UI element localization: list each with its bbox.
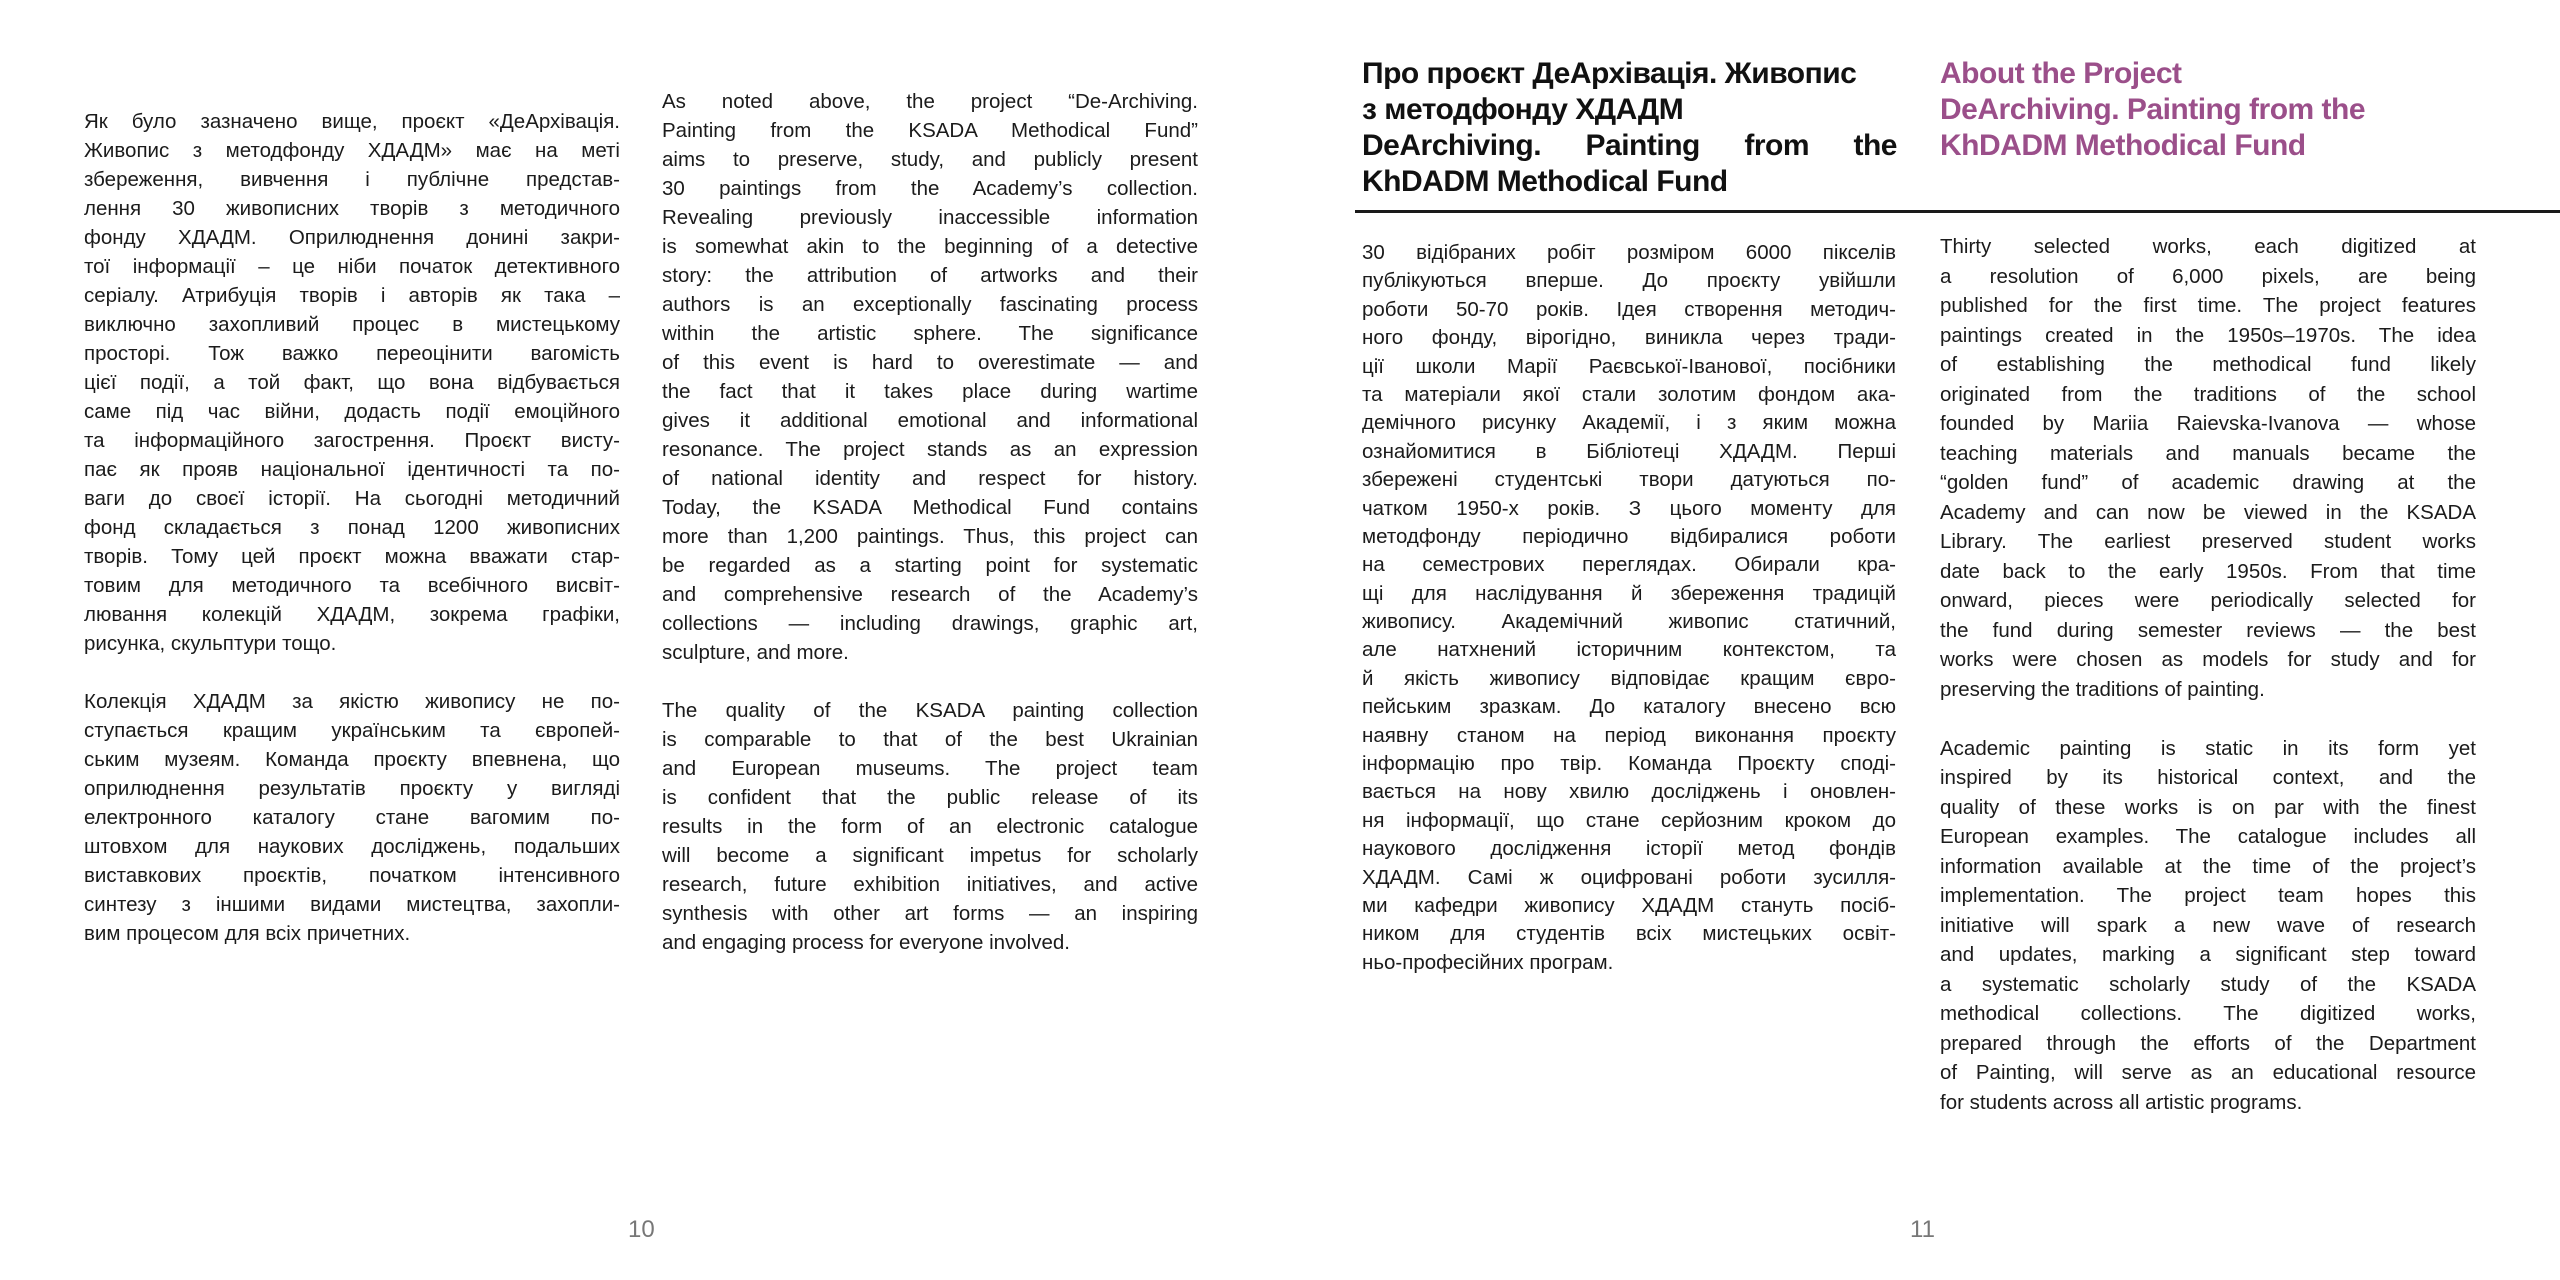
text-line: the fund during semester reviews — the best xyxy=(1940,618,2476,642)
text-line: teaching materials and manuals became the xyxy=(1940,441,2476,465)
paragraph xyxy=(84,107,620,658)
text-line: ня інформації, що стане серйозним кроком до xyxy=(1362,808,1896,832)
text-line: As noted above, the project “De-Archiving. xyxy=(662,90,1198,113)
text-line: й якість живопису відповідає кращим євро- xyxy=(1362,666,1896,690)
text-line: resonance. The project stands as an expression xyxy=(662,438,1198,461)
text-line: публікуються вперше. До проєкту увійшли xyxy=(1362,269,1896,293)
text-line: пає як прояв національної ідентичності та по- xyxy=(84,458,620,481)
text-line: ником для студентів всіх мистецьких освіт- xyxy=(1362,922,1896,946)
text-line: of establishing the methodical fund likely xyxy=(1940,353,2476,376)
text-line: ським музеям. Команда проєкту впевнена, що xyxy=(84,748,620,771)
text-line: a resolution of 6,000 pixels, are being xyxy=(1940,264,2476,288)
text-line: for students across all artistic programs. xyxy=(1940,1090,2303,1114)
text-line: методфонду періодично відбиралися роботи xyxy=(1362,524,1896,548)
text-line: of Painting, will serve as an educational resource xyxy=(1940,1061,2476,1084)
text-line: просторі. Тож важко переоцінити вагомість xyxy=(84,342,620,365)
text-line: preserving the traditions of painting. xyxy=(1940,677,2265,701)
text-line: та інформаційного загострення. Проєкт висту- xyxy=(84,429,620,452)
right-page-ukrainian-column xyxy=(1362,239,1896,977)
text-line: is somewhat akin to the beginning of a detective xyxy=(662,235,1198,258)
text-line: штовхом для наукових досліджень, подальших xyxy=(84,835,620,858)
text-line: results in the form of an electronic catalogue xyxy=(662,815,1198,838)
text-line: inspired by its historical context, and the xyxy=(1940,766,2476,789)
page-number-left: 10 xyxy=(628,1216,655,1243)
heading-line: DeArchiving. Painting from the xyxy=(1362,129,1897,162)
text-line: the fact that it takes place during wartime xyxy=(662,380,1198,403)
text-line: демічного рисунку Академії, і з яким можна xyxy=(1362,411,1896,435)
text-line: paintings created in the 1950s–1970s. The idea xyxy=(1940,323,2476,347)
left-page-ukrainian-column xyxy=(84,107,620,948)
text-line: наявну станом на період виконання проєкту xyxy=(1362,723,1896,747)
text-line: more than 1,200 paintings. Thus, this project can xyxy=(662,525,1198,548)
paragraph-gap xyxy=(1940,704,2476,734)
text-line: 30 paintings from the Academy’s collection. xyxy=(662,177,1198,200)
text-line: onward, pieces were periodically selected for xyxy=(1940,589,2476,612)
text-line: and engaging process for everyone involved. xyxy=(662,931,1070,954)
text-line: серіалу. Атрибуція творів і авторів як така – xyxy=(84,284,620,307)
text-line: of this event is hard to overestimate — and xyxy=(662,351,1198,374)
text-line: gives it additional emotional and informational xyxy=(662,409,1198,432)
text-line: ньо-професійних програм. xyxy=(1362,950,1614,974)
text-line: methodical collections. The digitized works, xyxy=(1940,1002,2476,1025)
text-line: founded by Mariia Raievska-Ivanova — whose xyxy=(1940,412,2476,435)
text-line: саме під час війни, додасть події емоційного xyxy=(84,400,620,423)
heading-line: About the Project xyxy=(1940,57,2182,90)
text-line: тої інформації – це ніби початок детективного xyxy=(84,255,620,278)
text-line: синтезу з іншими видами мистецтва, захопли- xyxy=(84,893,620,916)
text-line: will become a significant impetus for scholarly xyxy=(662,844,1198,867)
text-line: ступається кращим українським та європей- xyxy=(84,719,620,742)
right-page-english-column xyxy=(1940,232,2476,1117)
paragraph xyxy=(662,87,1198,667)
text-line: Painting from the KSADA Methodical Fund” xyxy=(662,119,1198,142)
text-line: вим процесом для всіх причетних. xyxy=(84,922,411,945)
text-line: ми кафедри живопису ХДАДМ стануть посіб- xyxy=(1362,893,1896,917)
heading-line: KhDADM Methodical Fund xyxy=(1362,165,1728,198)
paragraph xyxy=(1362,239,1896,977)
text-line: Живопис з методфонду ХДАДМ» має на меті xyxy=(84,139,620,162)
text-line: “golden fund” of academic drawing at the xyxy=(1940,471,2476,494)
paragraph-gap xyxy=(84,658,620,687)
paragraph-gap xyxy=(662,667,1198,696)
text-line: та матеріали якої стали золотим фондом ака- xyxy=(1362,382,1896,406)
text-line: collections — including drawings, graphic art, xyxy=(662,612,1198,635)
text-line: наукового дослідження історії метод фондів xyxy=(1362,837,1896,861)
text-line: date back to the early 1950s. From that time xyxy=(1940,559,2476,583)
text-line: information available at the time of the project’s xyxy=(1940,854,2476,878)
text-line: and comprehensive research of the Academy’s xyxy=(662,583,1198,606)
text-line: Колекція ХДАДМ за якістю живопису не по- xyxy=(84,690,620,713)
text-line: within the artistic sphere. The significance xyxy=(662,322,1198,345)
text-line: quality of these works is on par with the finest xyxy=(1940,795,2476,819)
text-line: виключно захопливий процес в мистецькому xyxy=(84,313,620,336)
text-line: implementation. The project team hopes this xyxy=(1940,884,2476,907)
text-line: живопису. Академічний живопис статичний, xyxy=(1362,610,1896,634)
text-line: рисунка, скульптури тощо. xyxy=(84,632,337,655)
text-line: творів. Тому цей проєкт можна вважати стар- xyxy=(84,545,620,568)
text-line: and European museums. The project team xyxy=(662,757,1198,780)
text-line: але натхнений історичним контекстом, та xyxy=(1362,638,1896,662)
text-line: Як було зазначено вище, проєкт «ДеАрхівація. xyxy=(84,110,620,133)
page-number-right: 11 xyxy=(1910,1216,1935,1243)
text-line: виставкових проєктів, початком інтенсивного xyxy=(84,864,620,887)
left-page-english-column xyxy=(662,87,1198,957)
paragraph xyxy=(1940,734,2476,1118)
text-line: роботи 50-70 років. Ідея створення методич- xyxy=(1362,297,1896,321)
text-line: оприлюднення результатів проєкту у вигляді xyxy=(84,777,620,800)
text-line: вається на нову хвилю досліджень і оновлен- xyxy=(1362,780,1896,804)
text-line: European examples. The catalogue includes all xyxy=(1940,825,2476,848)
text-line: чатком 1950-х років. З цього моменту для xyxy=(1362,496,1896,520)
text-line: ознайомитися в Бібліотеці ХДАДМ. Перші xyxy=(1362,439,1896,463)
text-line: Academic painting is static in its form yet xyxy=(1940,736,2476,760)
text-line: published for the first time. The project features xyxy=(1940,294,2476,317)
heading-line: з методфонду ХДАДМ xyxy=(1362,93,1684,126)
section-heading-ukrainian xyxy=(1362,56,1897,200)
text-line: Thirty selected works, each digitized at xyxy=(1940,235,2476,258)
text-line: aims to preserve, study, and publicly present xyxy=(662,148,1198,171)
text-line: prepared through the efforts of the Department xyxy=(1940,1031,2476,1055)
text-line: Library. The earliest preserved student works xyxy=(1940,530,2476,553)
heading-line: KhDADM Methodical Fund xyxy=(1940,129,2306,162)
heading-divider xyxy=(1355,210,2560,213)
text-line: фонду ХДАДМ. Оприлюднення донині закри- xyxy=(84,226,620,249)
text-line: The quality of the KSADA painting collection xyxy=(662,699,1198,722)
text-line: фонд складається з понад 1200 живописних xyxy=(84,516,620,539)
text-line: на семестрових переглядах. Обирали кра- xyxy=(1362,553,1896,577)
text-line: Academy and can now be viewed in the KSADA xyxy=(1940,500,2476,524)
text-line: ваги до своєї історії. На сьогодні методичний xyxy=(84,487,620,510)
text-line: інформацію про твір. Команда Проєкту сподi- xyxy=(1362,752,1896,776)
text-line: лювання колекцій ХДАДМ, зокрема графіки, xyxy=(84,603,620,626)
text-line: електронного каталогу стане вагомим по- xyxy=(84,806,620,829)
paragraph xyxy=(1940,232,2476,704)
text-line: sculpture, and more. xyxy=(662,641,849,664)
text-line: лення 30 живописних творів з методичного xyxy=(84,197,620,220)
text-line: пейським зразкам. До каталогу внесено всю xyxy=(1362,695,1896,719)
text-line: authors is an exceptionally fascinating process xyxy=(662,293,1198,316)
text-line: originated from the traditions of the school xyxy=(1940,382,2476,406)
text-line: of national identity and respect for history. xyxy=(662,467,1198,490)
text-line: research, future exhibition initiatives, and active xyxy=(662,873,1198,896)
text-line: is confident that the public release of its xyxy=(662,786,1198,809)
text-line: збереження, вивчення і публічне представ- xyxy=(84,168,620,191)
paragraph xyxy=(662,696,1198,957)
heading-line: Про проєкт ДеАрхівація. Живопис xyxy=(1362,57,1857,90)
section-heading-english xyxy=(1940,56,2500,164)
text-line: a systematic scholarly study of the KSADA xyxy=(1940,972,2476,996)
text-line: цієї події, а той факт, що вона відбувається xyxy=(84,371,620,394)
text-line: ції школи Марії Раєвської-Іванової, посібники xyxy=(1362,354,1896,378)
text-line: synthesis with other art forms — an inspiring xyxy=(662,902,1198,925)
text-line: ХДАДМ. Самі ж оцифровані роботи зусилля- xyxy=(1362,865,1896,889)
text-line: and updates, marking a significant step toward xyxy=(1940,943,2476,966)
text-line: щі для наслідування й збереження традицій xyxy=(1362,581,1896,605)
text-line: Today, the KSADA Methodical Fund contains xyxy=(662,496,1198,519)
text-line: initiative will spark a new wave of research xyxy=(1940,913,2476,937)
text-line: is comparable to that of the best Ukrainian xyxy=(662,728,1198,751)
paragraph xyxy=(84,687,620,948)
text-line: Revealing previously inaccessible information xyxy=(662,206,1198,229)
text-line: be regarded as a starting point for systematic xyxy=(662,554,1198,577)
heading-line: DeArchiving. Painting from the xyxy=(1940,93,2366,126)
text-line: story: the attribution of artworks and their xyxy=(662,264,1198,287)
text-line: ного фонду, вірогідно, виникла через тради- xyxy=(1362,326,1896,350)
text-line: товим для методичного та всебічного висвіт- xyxy=(84,574,620,597)
text-line: works were chosen as models for study and for xyxy=(1940,648,2476,671)
text-line: 30 відібраних робіт розміром 6000 пікселів xyxy=(1362,241,1896,264)
text-line: збережені студентські твори датуються по- xyxy=(1362,468,1896,492)
